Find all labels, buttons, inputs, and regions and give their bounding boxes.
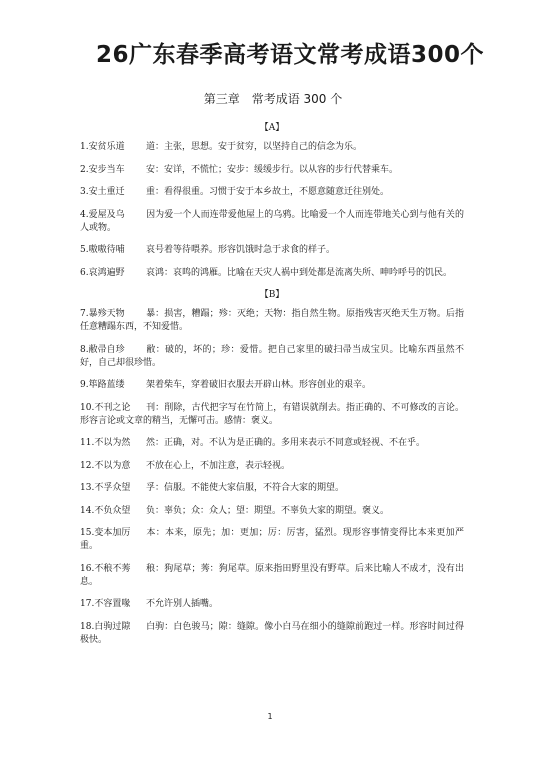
idiom-definition: 孚：信服。不能使大家信服，不符合大家的期望。 xyxy=(146,483,345,493)
idiom-definition: 架着柴车，穿着破旧衣服去开辟山林。形容创业的艰辛。 xyxy=(146,380,372,390)
idiom-definition: 白驹：白色骏马；隙：缝隙。像小白马在细小的缝隙前跑过一样。形容时间过得极快。 xyxy=(80,621,464,645)
idiom-definition: 不允许别人插嘴。 xyxy=(146,599,219,609)
idiom-term: 8.敝帚自珍 xyxy=(80,344,125,355)
idiom-definition: 安：安详，不慌忙；安步：缓缓步行。以从容的步行代替乘车。 xyxy=(146,164,399,175)
idiom-term: 17.不容置喙 xyxy=(80,599,131,609)
idiom-entry xyxy=(80,482,464,495)
idiom-term: 12.不以为意 xyxy=(80,460,131,471)
idiom-term: 14.不负众望 xyxy=(80,505,131,516)
section-heading: 【B】 xyxy=(259,290,285,300)
idiom-term: 11.不以为然 xyxy=(80,438,131,448)
idiom-entry xyxy=(80,379,464,392)
idiom-definition: 负：辜负；众：众人；望：期望。不辜负大家的期望。褒义。 xyxy=(146,505,390,516)
idiom-term: 6.哀鸿遍野 xyxy=(80,267,125,278)
idiom-entry xyxy=(80,402,464,428)
idiom-definition: 因为爱一个人而连带爱他屋上的乌鸦。比喻爱一个人而连带地关心到与他有关的人或物。 xyxy=(80,209,464,233)
section-heading: 【A】 xyxy=(259,123,285,133)
idiom-definition: 暴：损害，糟蹋；殄：灭绝；天物：指自然生物。原指残害灭绝天生万物。后指任意糟蹋东西，不知爱惜。 xyxy=(80,309,464,332)
document-title: 26广东春季高考语文常考成语300个 xyxy=(95,42,485,68)
idiom-term: 3.安土重迁 xyxy=(80,187,125,197)
idiom-entry xyxy=(80,437,464,450)
idiom-definition: 道：主张，思想。安于贫穷，以坚持自己的信念为乐。 xyxy=(146,142,363,152)
idiom-definition: 哀号着等待喂养。形容饥饿时急于求食的样子。 xyxy=(146,245,336,255)
idiom-entry xyxy=(80,505,464,518)
idiom-entry xyxy=(80,563,464,589)
idiom-entry xyxy=(80,141,464,154)
idiom-term: 9.筚路蓝缕 xyxy=(80,380,125,390)
idiom-term: 7.暴殄天物 xyxy=(80,309,125,319)
idiom-entry xyxy=(80,209,464,235)
idiom-definition: 本：本来，原先；加：更加；厉：厉害，猛烈。现形容事情变得比本来更加严重。 xyxy=(80,528,464,551)
idiom-entry xyxy=(80,267,464,280)
idiom-entry xyxy=(80,164,464,177)
idiom-entry xyxy=(80,244,464,257)
page-number: 1 xyxy=(267,712,273,721)
idiom-entry xyxy=(80,621,464,647)
idiom-definition: 然：正确，对。不认为是正确的。多用来表示不同意或轻视、不在乎。 xyxy=(146,438,426,448)
idiom-entry xyxy=(80,186,464,199)
idiom-entry xyxy=(80,598,464,611)
idiom-definition: 敝：破的，坏的；珍：爱惜。把自己家里的破扫帚当成宝贝。比喻东西虽然不好，自己却很珍惜。 xyxy=(80,344,464,368)
idiom-term: 18.白驹过隙 xyxy=(80,621,131,632)
chapter-heading: 第三章 常考成语 300 个 xyxy=(203,92,343,106)
idiom-entry xyxy=(80,527,464,553)
idiom-definition: 不放在心上，不加注意，表示轻视。 xyxy=(146,460,291,471)
idiom-term: 13.不孚众望 xyxy=(80,483,131,493)
idiom-entry xyxy=(80,460,464,473)
idiom-definition: 重：看得很重。习惯于安于本乡故土，不愿意随意迁往别处。 xyxy=(146,187,390,197)
idiom-definition: 刊：削除，古代把字写在竹简上，有错误就削去。指正确的、不可修改的言论。形容言论或文章的精当，无懈可击。感情：褒义。 xyxy=(80,402,464,426)
idiom-term: 10.不刊之论 xyxy=(80,402,131,413)
idiom-term: 4.爱屋及乌 xyxy=(80,209,125,220)
idiom-term: 1.安贫乐道 xyxy=(80,142,125,152)
idiom-term: 5.嗷嗷待哺 xyxy=(80,245,125,255)
idiom-list xyxy=(80,118,464,656)
idiom-term: 2.安步当车 xyxy=(80,164,125,175)
idiom-entry xyxy=(80,308,464,334)
idiom-entry xyxy=(80,344,464,370)
idiom-definition: 稂：狗尾草；莠：狗尾草。原来指田野里没有野草。后来比喻人不成才，没有出息。 xyxy=(80,563,464,587)
idiom-term: 16.不稂不莠 xyxy=(80,563,131,574)
idiom-definition: 哀鸿：哀鸣的鸿雁。比喻在天灾人祸中到处都是流离失所、呻吟呼号的饥民。 xyxy=(146,267,453,278)
idiom-term: 15.变本加厉 xyxy=(80,528,131,538)
